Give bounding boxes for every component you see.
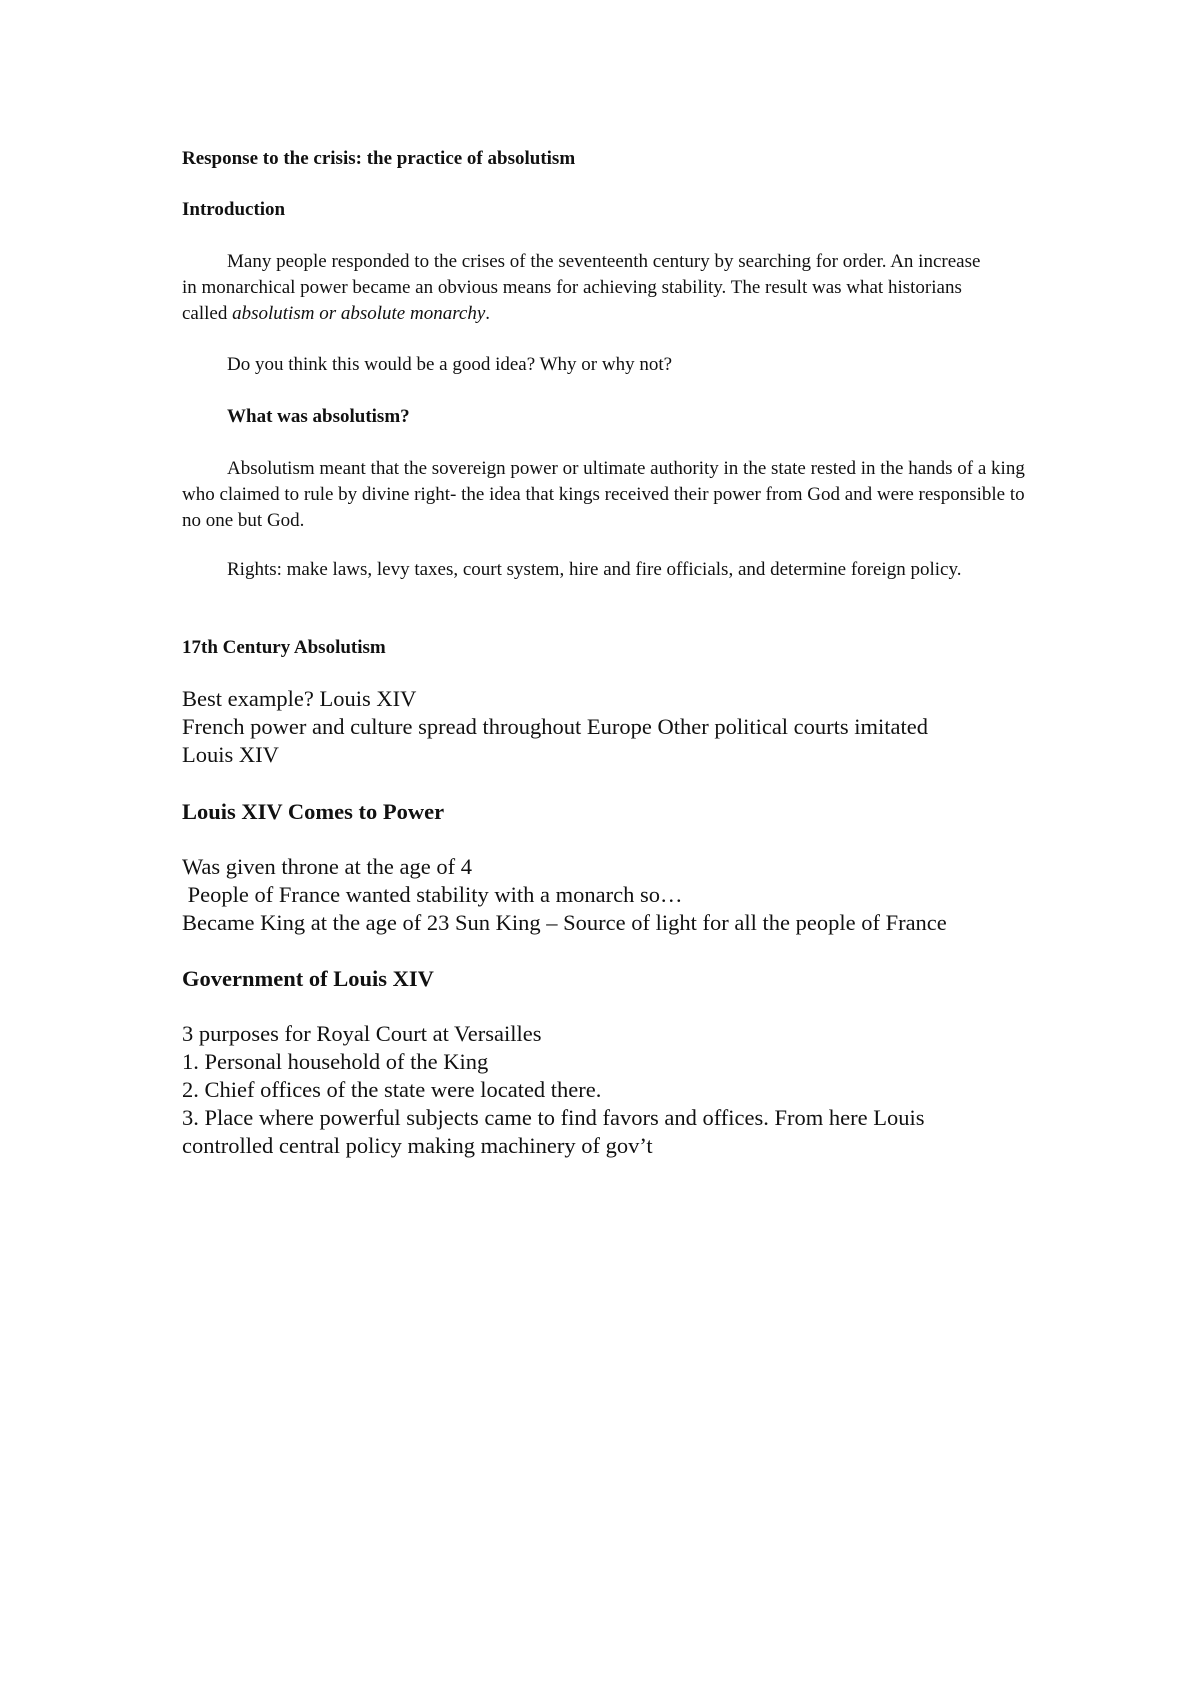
intro-heading: Introduction [182, 199, 286, 220]
government-line: 2. Chief offices of the state were located there. [182, 1077, 602, 1102]
power-line: Was given throne at the age of 4 [182, 854, 472, 879]
power-heading: Louis XIV Comes to Power [182, 799, 445, 824]
intro-paragraph [182, 249, 982, 327]
century-heading: 17th Century Absolutism [182, 637, 386, 658]
absolutism-definition: Absolutism meant that the sovereign power or ultimate authority in the state rested in the hands of a king who claimed to rule by divine right- the idea that kings received their power from God and were responsible to no one but God. [182, 458, 1025, 531]
power-lines [182, 853, 1042, 937]
intro-text-before: Many people responded to the crises of the seventeenth century by searching for order. An increase in monarchical power became an obvious means for achieving stability. The result was what historians called [182, 251, 981, 324]
rights-paragraph: Rights: make laws, levy taxes, court system, hire and fire officials, and determine foreign policy. [227, 559, 962, 580]
power-line: People of France wanted stability with a monarch so… [182, 882, 683, 907]
government-line: 1. Personal household of the King [182, 1049, 489, 1074]
century-line: Louis XIV [182, 742, 279, 767]
intro-emphasis: absolutism or absolute monarchy [232, 303, 486, 324]
intro-question: Do you think this would be a good idea? Why or why not? [227, 354, 673, 375]
power-line: Became King at the age of 23 Sun King – Source of light for all the people of France [182, 910, 947, 935]
century-lines [182, 685, 1042, 769]
government-line: 3 purposes for Royal Court at Versailles [182, 1021, 542, 1046]
century-line: Best example? Louis XIV [182, 686, 417, 711]
government-line: 3. Place where powerful subjects came to find favors and offices. From here Louis [182, 1105, 925, 1130]
government-line: controlled central policy making machinery of gov’t [182, 1133, 653, 1158]
intro-text-after: . [485, 303, 491, 324]
government-lines [182, 1020, 1042, 1160]
century-line: French power and culture spread throughout Europe Other political courts imitated [182, 714, 929, 739]
what-heading: What was absolutism? [227, 406, 410, 427]
document-title: Response to the crisis: the practice of absolutism [182, 148, 576, 169]
government-heading: Government of Louis XIV [182, 966, 434, 991]
